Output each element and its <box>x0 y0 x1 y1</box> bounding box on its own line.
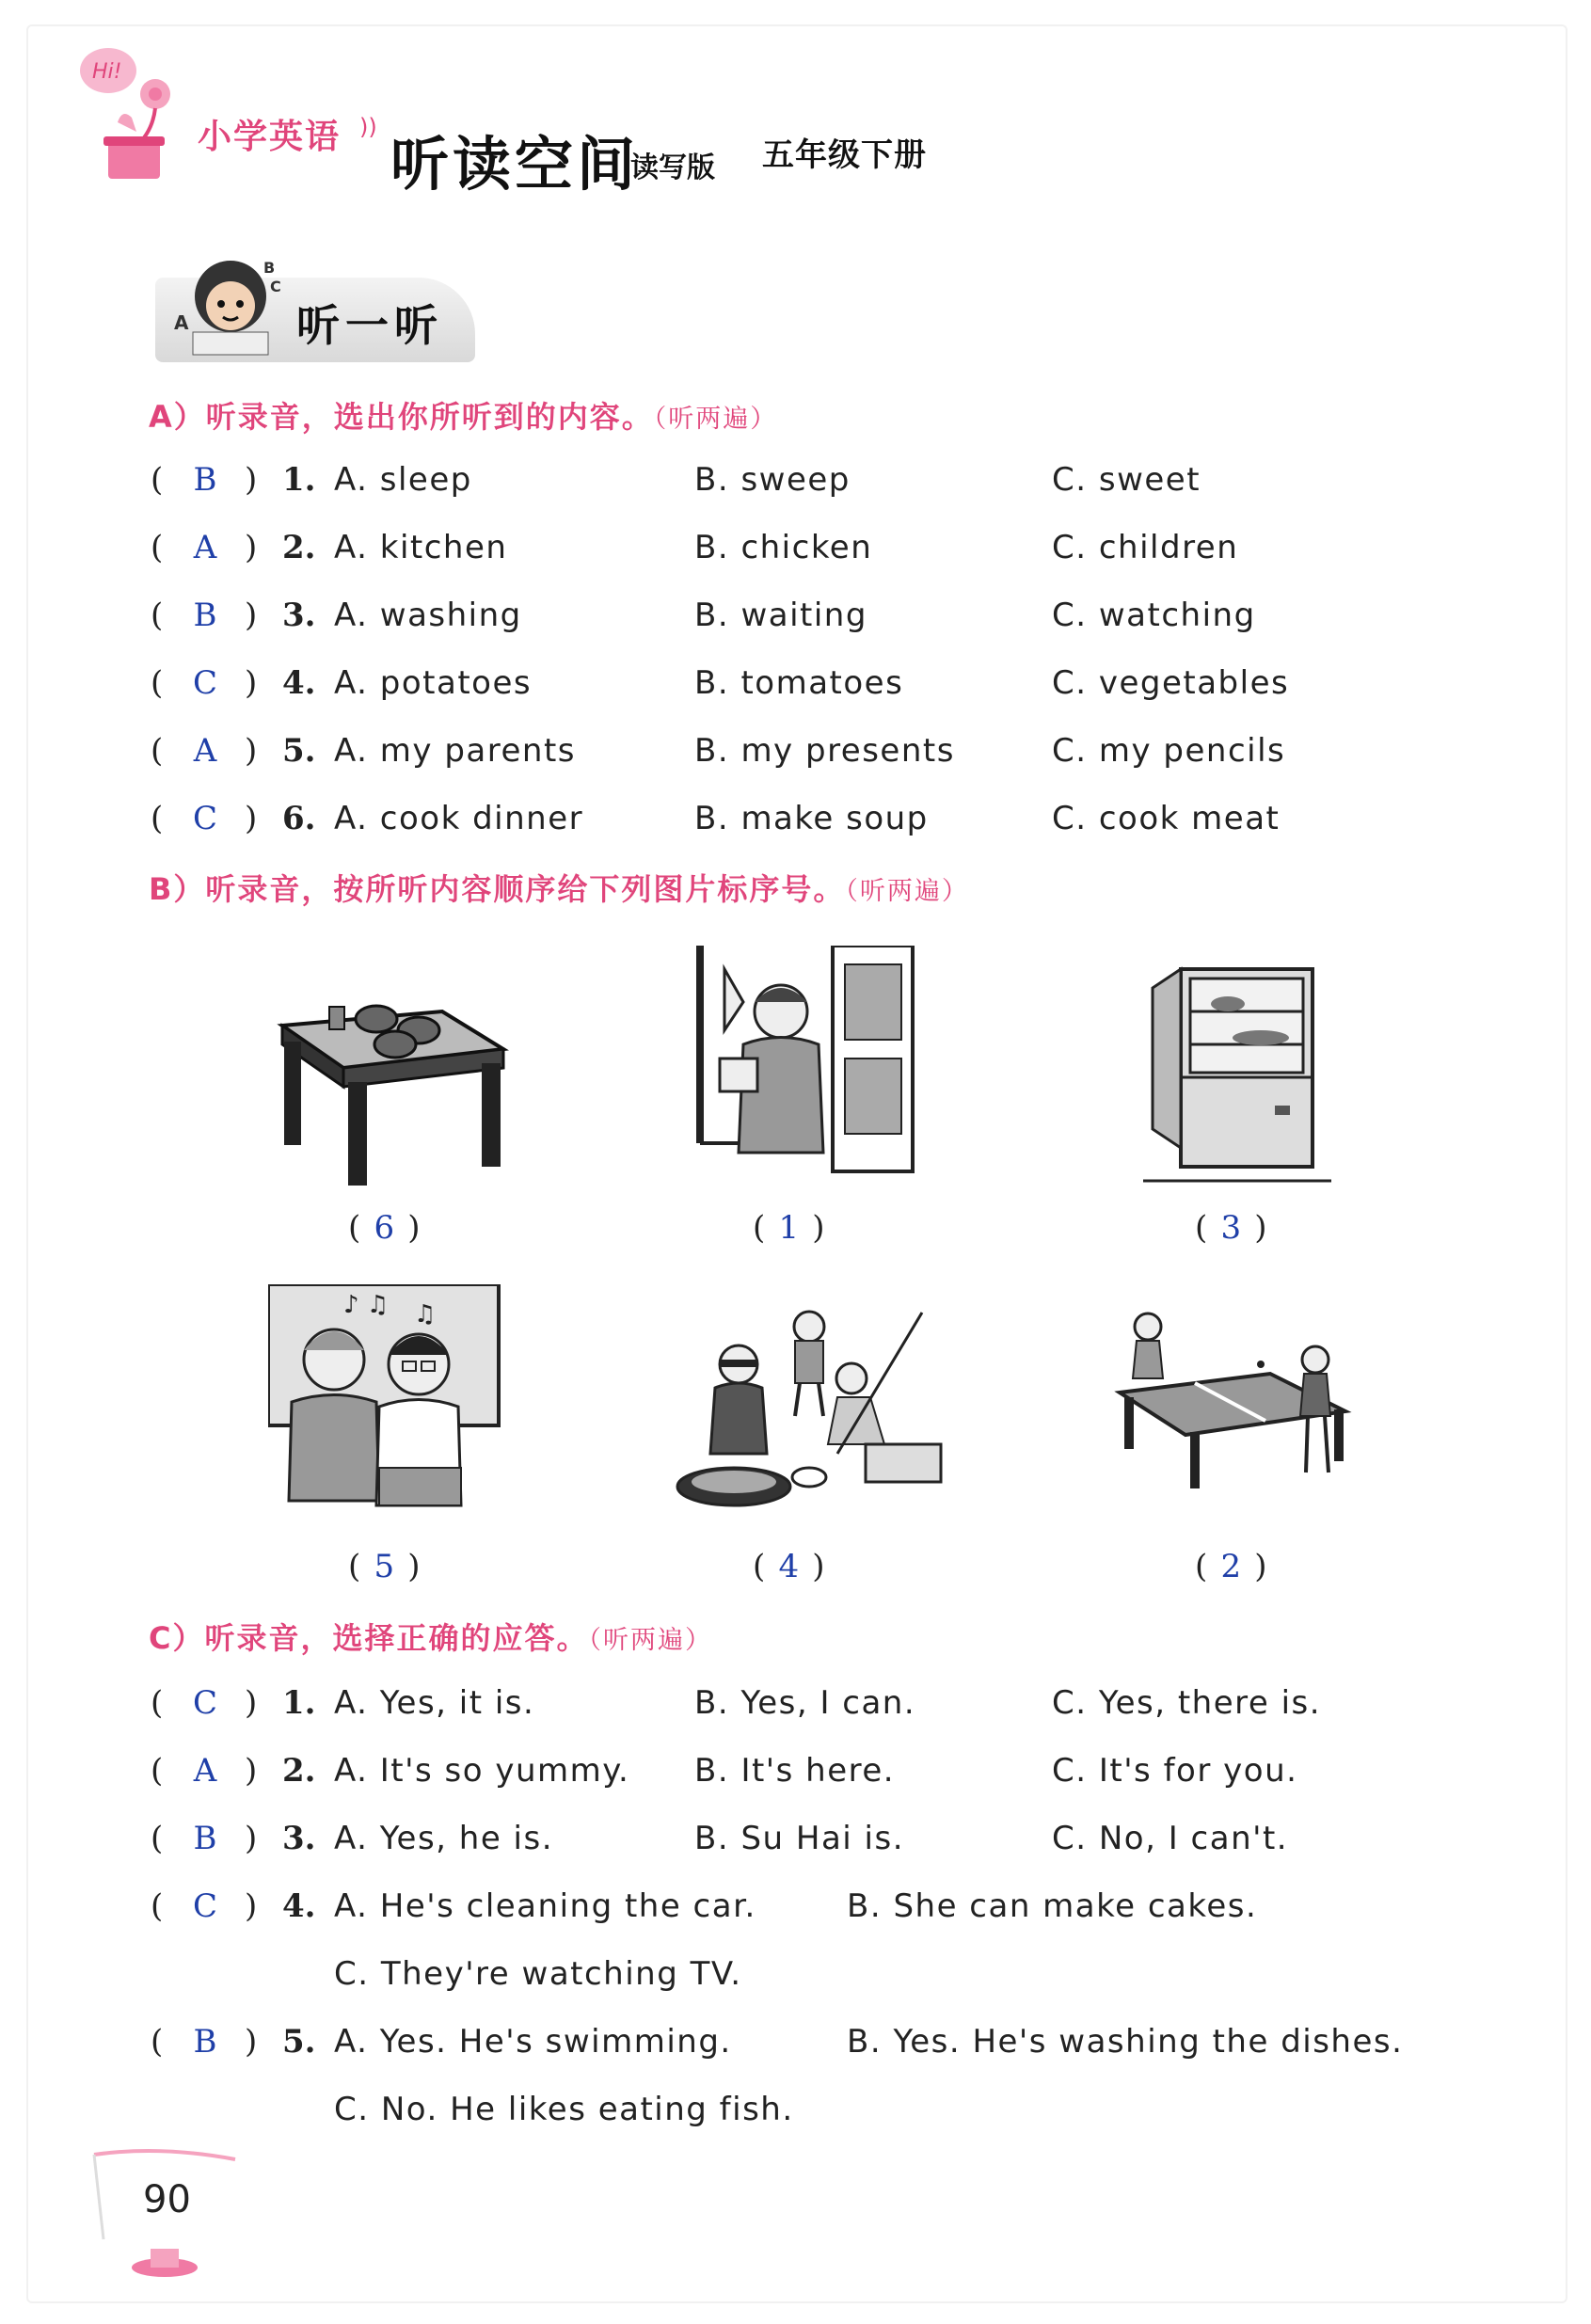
picture-label: ( 4 ) <box>753 1548 825 1585</box>
option-a: A. kitchen <box>334 529 508 566</box>
item-number: 1. <box>282 461 316 499</box>
option-a: A. Yes, it is. <box>334 1684 535 1722</box>
answer-value: C <box>192 1887 217 1925</box>
option-c: C. cook meat <box>1052 800 1281 837</box>
option-b: B. sweep <box>694 461 851 499</box>
option-c: C. sweet <box>1052 461 1201 499</box>
option-b: B. Yes, I can. <box>694 1684 916 1722</box>
option-c: C. watching <box>1052 597 1256 634</box>
answer-value: B <box>193 461 217 499</box>
table-with-food-icon <box>273 983 517 1190</box>
option-a: A. Yes. He's swimming. <box>334 2023 732 2061</box>
picture-label: ( 6 ) <box>348 1209 421 1247</box>
section-banner <box>146 240 485 372</box>
svg-text:C: C <box>270 278 281 295</box>
option-a: A. sleep <box>334 461 472 499</box>
option-b: B. Yes. He's washing the dishes. <box>847 2023 1404 2061</box>
picture-label: ( 3 ) <box>1195 1209 1267 1247</box>
page-number: 90 <box>143 2178 191 2221</box>
family-cooking-icon <box>668 1303 950 1520</box>
svg-text:♪ ♫: ♪ ♫ <box>343 1291 390 1319</box>
option-a: A. It's so yummy. <box>334 1752 630 1790</box>
page-header <box>66 42 1101 202</box>
section-b-title-text: B）听录音，按所听内容顺序给下列图片标序号。 <box>149 871 846 907</box>
answer-value: 3 <box>1220 1209 1242 1247</box>
book-edition: 读写版 <box>630 151 715 184</box>
picture-label: ( 2 ) <box>1195 1548 1267 1585</box>
hi-badge: Hi! <box>92 60 122 84</box>
option-b: B. tomatoes <box>694 664 904 702</box>
section-a-title <box>149 393 777 437</box>
item-number: 5. <box>282 732 316 770</box>
answer-value: B <box>193 2023 217 2061</box>
section-a-title-text: A）听录音，选出你所听到的内容。 <box>149 399 654 435</box>
answer-value: C <box>192 1684 217 1722</box>
item-number: 2. <box>282 1752 316 1790</box>
section-c-note: （听两遍） <box>588 1626 712 1655</box>
option-a: A. Yes, he is. <box>334 1820 554 1857</box>
picture-label: ( 1 ) <box>753 1209 825 1247</box>
answer-value: 5 <box>374 1548 395 1585</box>
item-number: 1. <box>282 1684 316 1722</box>
option-c: C. No, I can't. <box>1052 1820 1289 1857</box>
option-a: A. my parents <box>334 732 576 770</box>
section-b-note: （听两遍） <box>845 877 969 906</box>
answer-value: B <box>193 1820 217 1857</box>
option-c: C. It's for you. <box>1052 1752 1298 1790</box>
option-a: A. washing <box>334 597 522 634</box>
svg-text:A: A <box>174 311 189 334</box>
item-number: 3. <box>282 1820 316 1857</box>
book-grade: 五年级下册 <box>762 136 927 174</box>
item-number: 4. <box>282 664 316 702</box>
option-c: C. They're watching TV. <box>334 1955 742 1993</box>
item-number: 4. <box>282 1887 316 1925</box>
option-b: B. Su Hai is. <box>694 1820 905 1857</box>
option-a: A. He's cleaning the car. <box>334 1887 756 1925</box>
option-c: C. vegetables <box>1052 664 1290 702</box>
banner-title: 听一听 <box>296 300 443 351</box>
brand-name: 小学英语 <box>198 118 342 156</box>
option-c: C. children <box>1052 529 1239 566</box>
answer-value: 2 <box>1220 1548 1242 1585</box>
svg-text:B: B <box>263 259 276 277</box>
answer-value: A <box>193 1752 217 1790</box>
svg-text:♫: ♫ <box>414 1300 437 1329</box>
answer-value: 1 <box>778 1209 800 1247</box>
item-number: 2. <box>282 529 316 566</box>
boy-reading-icon <box>165 249 296 362</box>
item-number: 5. <box>282 2023 316 2061</box>
flower-pot-icon <box>66 42 198 183</box>
answer-value: C <box>192 800 217 837</box>
picture-label: ( 5 ) <box>348 1548 421 1585</box>
option-a: A. potatoes <box>334 664 533 702</box>
fridge-icon <box>1143 964 1341 1190</box>
table-tennis-icon <box>1110 1308 1364 1505</box>
answer-value: A <box>193 732 217 770</box>
option-b: B. She can make cakes. <box>847 1887 1258 1925</box>
option-b: B. chicken <box>694 529 873 566</box>
item-number: 6. <box>282 800 316 837</box>
section-c-title <box>149 1615 712 1658</box>
section-a-note: （听两遍） <box>653 405 778 434</box>
option-c: C. my pencils <box>1052 732 1286 770</box>
option-b: B. my presents <box>694 732 955 770</box>
answer-value: A <box>193 529 217 566</box>
book-title: 听读空间 <box>390 130 640 199</box>
section-b-title <box>149 866 969 909</box>
man-cleaning-window-icon <box>687 946 922 1190</box>
answer-value: C <box>192 664 217 702</box>
section-c-title-text: C）听录音，选择正确的应答。 <box>149 1620 589 1656</box>
option-c: C. No. He likes eating fish. <box>334 2091 794 2128</box>
option-b: B. waiting <box>694 597 867 634</box>
option-b: B. It's here. <box>694 1752 896 1790</box>
item-number: 3. <box>282 597 316 634</box>
option-c: C. Yes, there is. <box>1052 1684 1322 1722</box>
answer-value: B <box>193 597 217 634</box>
sound-wave-icon: )) <box>359 114 377 140</box>
option-a: A. cook dinner <box>334 800 584 837</box>
two-boys-singing-icon <box>268 1284 522 1520</box>
option-b: B. make soup <box>694 800 929 837</box>
answer-value: 6 <box>374 1209 395 1247</box>
answer-value: 4 <box>778 1548 800 1585</box>
